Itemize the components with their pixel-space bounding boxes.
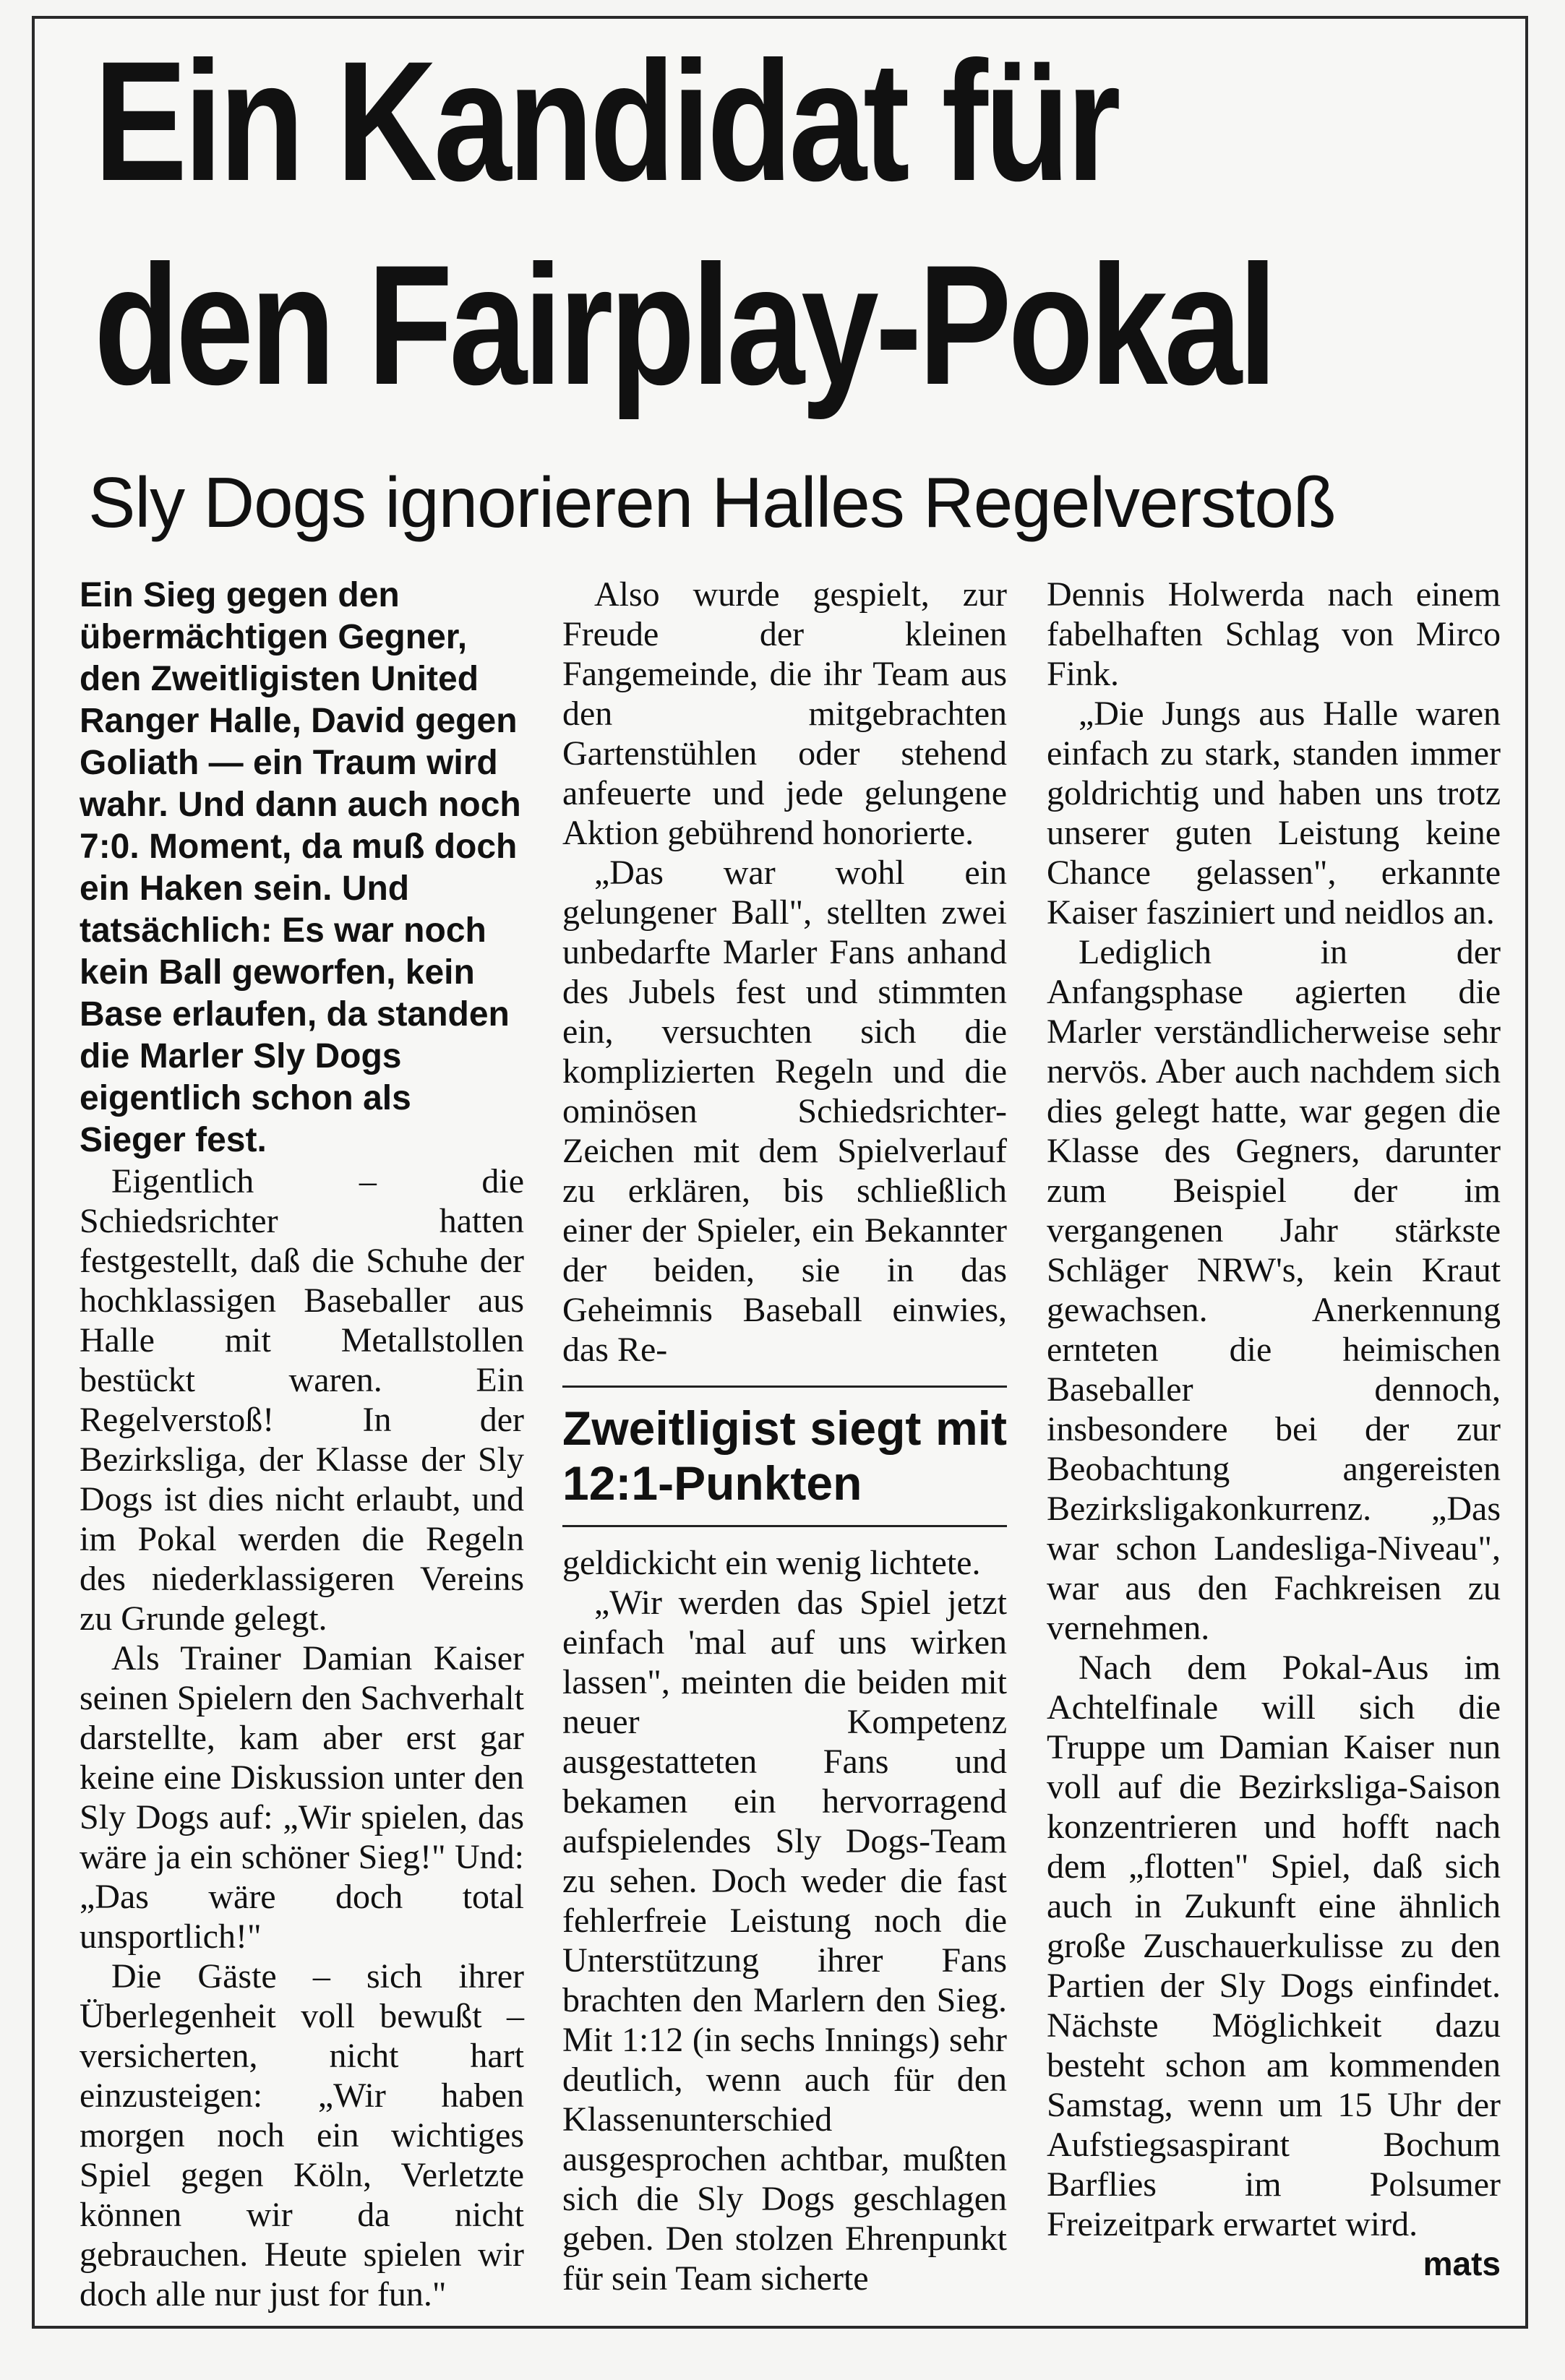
paragraph: „Das war wohl ein gelungener Ball", stellten zwei unbedarfte Marler Fans anhand des Jubels fest und stimmten ein, versuchten sich die komplizierten Regeln und die ominösen Schiedsrichter-Zeichen mit dem Spielverlauf zu erklären, bis schließlich einer der Spieler, ein Bekannter der beiden, sie in das Geheimnis Baseball einwies, das Re- (562, 854, 1007, 1369)
paragraph: Die Gäste – sich ihrer Überlegenheit voll bewußt – versicherten, nicht hart einzusteigen: „Wir haben morgen noch ein wichtiges Spiel gegen Köln, Verletzte können wir da nicht gebrauchen. Heute spielen wir doch alle nur just for fun." (80, 1957, 524, 2314)
subtitle: Sly Dogs ignorieren Halles Regelverstoß (88, 463, 1336, 542)
column-3 (1047, 575, 1501, 2284)
paragraph: geldickicht ein wenig lichtete. (562, 1544, 981, 1582)
paragraph: Also wurde gespielt, zur Freude der kleinen Fangemeinde, die ihr Team aus den mitgebrachten Gartenstühlen oder stehend anfeuerte und jede gelungene Aktion gebührend honorierte. (562, 575, 1007, 852)
column-2 (562, 575, 1007, 2298)
paragraph: Lediglich in der Anfangsphase agierten die Marler verständlicherweise sehr nervös. Aber auch nachdem sich dies gelegt hatte, war gegen die Klasse des Gegners, darunter zum Beispiel der im vergangenen Jahr stärkste Schläger NRW's, kein Kraut gewachsen. Anerkennung ernteten die heimischen Baseballer dennoch, insbesondere bei der zur Beobachtung angereisten Bezirksligakonkurrenz. „Das war schon Landesliga-Niveau", war aus den Fachkreisen zu vernehmen. (1047, 933, 1501, 1647)
byline: mats (1423, 2245, 1501, 2282)
paragraph: Eigentlich – die Schiedsrichter hatten festgestellt, daß die Schuhe der hochklassigen Baseballer aus Halle mit Metallstollen bestückt waren. Ein Regelverstoß! In der Bezirksliga, der Klasse der Sly Dogs ist dies nicht erlaubt, und im Pokal werden die Regeln des niederklassigeren Vereins zu Grunde gelegt. (80, 1162, 524, 1638)
headline-line-2: den Fairplay-Pokal (94, 230, 1274, 421)
paragraph (1047, 1648, 1501, 2282)
headline-line-1: Ein Kandidat für (94, 26, 1118, 217)
paragraph: „Wir werden das Spiel jetzt einfach 'mal auf uns wirken lassen", meinten die beiden mit neuer Kompetenz ausgestatteten Fans und bekamen ein hervorragend aufspielendes Sly Dogs-Team zu sehen. Doch weder die fast fehlerfreie Leistung noch die Unterstützung ihrer Fans brachten den Marlern den Sieg. Mit 1:12 (in sechs Innings) sehr deutlich, wenn auch für den Klassenunterschied ausgesprochen achtbar, mußten sich die Sly Dogs geschlagen geben. Den stolzen Ehrenpunkt für sein Team sicherte (562, 1584, 1007, 2298)
headline (94, 26, 1274, 421)
paragraph: Als Trainer Damian Kaiser seinen Spielern den Sachverhalt darstellte, kam aber erst gar keine eine Diskussion unter den Sly Dogs auf: „Wir spielen, das wäre ja ein schöner Sieg!" Und: „Das wäre doch total unsportlich!" (80, 1639, 524, 1956)
subheading-box (562, 1386, 1007, 1527)
column-1 (80, 575, 524, 2314)
paragraph: „Die Jungs aus Halle waren einfach zu stark, standen immer goldrichtig und haben uns trotz unserer guten Leistung keine Chance gelassen", erkannte Kaiser fasziniert und neidlos an. (1047, 695, 1501, 932)
lead-paragraph: Ein Sieg gegen den übermächtigen Gegner, den Zweitligisten United Ranger Halle, David gegen Goliath — ein Traum wird wahr. Und dann auch noch 7:0. Moment, da muß doch ein Haken sein. Und tatsächlich: Es war noch kein Ball geworfen, kein Base erlaufen, da standen die Marler Sly Dogs eigentlich schon als Sieger fest. (80, 576, 521, 1159)
subheading: Zweitligist siegt mit 12:1-Punkten (562, 1401, 1007, 1510)
paragraph: Dennis Holwerda nach einem fabelhaften Schlag von Mirco Fink. (1047, 575, 1501, 693)
paragraph-text: Nach dem Pokal-Aus im Achtelfinale will sich die Truppe um Damian Kaiser nun voll auf die Bezirksliga-Saison konzentrieren und hofft nach dem „flotten" Spiel, daß sich auch in Zukunft eine ähnlich große Zuschauerkulisse zu den Partien der Sly Dogs einfindet. Nächste Möglichkeit dazu besteht schon am kommenden Samstag, wenn um 15 Uhr der Aufstiegsaspirant Bochum Barflies im Polsumer Freizeitpark erwartet wird. (1047, 1649, 1501, 2243)
